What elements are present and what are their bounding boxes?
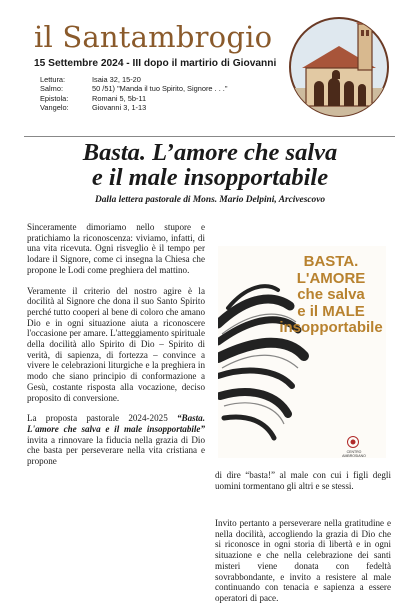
reading-value: Isaia 32, 15-20: [92, 75, 141, 84]
publisher-logo: [347, 436, 359, 448]
book-title-quote: “Basta. L'amore che salva e il male insopportabile”: [27, 413, 205, 434]
book-cover-line: BASTA.: [303, 253, 359, 270]
left-column: [27, 222, 205, 477]
reading-label: Salmo:: [40, 84, 64, 94]
header-divider: [24, 136, 395, 137]
book-cover-line: e il MALE: [297, 302, 365, 320]
right-column-bottom: [215, 518, 391, 614]
book-cover-line: che salva: [297, 286, 365, 303]
title-line: e il male insopportabile: [91, 164, 329, 191]
article-title: [20, 140, 400, 190]
right-column-continued: [215, 470, 391, 501]
publisher-name: CENTRO AMBROSIANO: [342, 450, 366, 458]
book-cover-line: L'AMORE: [296, 269, 366, 287]
reading-label: Vangelo:: [40, 102, 69, 112]
reading-row: [34, 75, 284, 84]
reading-row: [34, 94, 284, 103]
reading-value: 50 /51) "Manda il tuo Spirito, Signore . . .": [92, 84, 228, 94]
masthead: [34, 20, 284, 112]
reading-row: [34, 84, 284, 93]
paragraph: Invito pertanto a perseverare nella gratitudine e nella docilità, accogliendo la grazia di Dio che si riconosce in ogni storia di libertà e in ogni situazione e che nella celebrazione dei santi misteri viene donata con fedeltà sovrabbondante, e invito a resistere al male continuando con tenacia e sapienza a essere operatori di pace.: [215, 518, 391, 603]
paragraph-text: invita a rinnovare la fiducia nella grazia di Dio che basta per perseverare nella vita cristiana e propone: [27, 434, 205, 467]
readings-list: [34, 75, 284, 112]
paragraph-text: La proposta pastorale 2024-2025: [27, 413, 177, 424]
reading-value: Giovanni 3, 1-13: [92, 102, 147, 112]
church-logo: [288, 16, 390, 118]
reading-value: Romani 5, 5b-11: [92, 93, 147, 103]
paragraph: Veramente il criterio del nostro agire è la docilità al Signore che dona il suo Santo Spirito perché tutto cooperi al bene di coloro che amano Dio e in ogni situazione aiuta a riconoscere l'occasione per amare. L'atteggiamento spirituale della docilità allo Spirito di Dio – Spirito di verità, di sapienza, di fortezza – convince a vivere le celebrazioni liturgiche e la preghiera in modo che siano principio di conformazione a Gesù, costante risposta alla vocazione, deciso proposito di conversione.: [27, 285, 205, 403]
book-cover-line: insopportabile: [279, 319, 383, 336]
paragraph: di dire “basta!” al male con cui i figli degli uomini tormentano gli altri e se stessi.: [215, 470, 391, 491]
book-cover: [218, 246, 386, 458]
dateline: 15 Settembre 2024 - III dopo il martirio di Giovanni: [34, 58, 277, 69]
reading-row: [34, 103, 284, 112]
article-subtitle: Dalla lettera pastorale di Mons. Mario Delpini, Arcivescovo: [94, 195, 326, 205]
reading-label: Lettura:: [40, 75, 66, 84]
brand-title: il Santambrogio: [34, 20, 273, 54]
reading-label: Epistola:: [40, 93, 69, 103]
paragraph: [27, 413, 205, 467]
book-cover-title: [278, 254, 384, 337]
paragraph: Sinceramente dimoriamo nello stupore e pratichiamo la riconoscenza: viviamo, infatti, di una vita ricevuta. Ogni risveglio è il tempo per lodare il Signore, come ci insegna la Chiesa che propone le Lodi come preghiera del mattino.: [27, 222, 205, 275]
title-line: Basta. L’amore che salva: [82, 139, 338, 166]
